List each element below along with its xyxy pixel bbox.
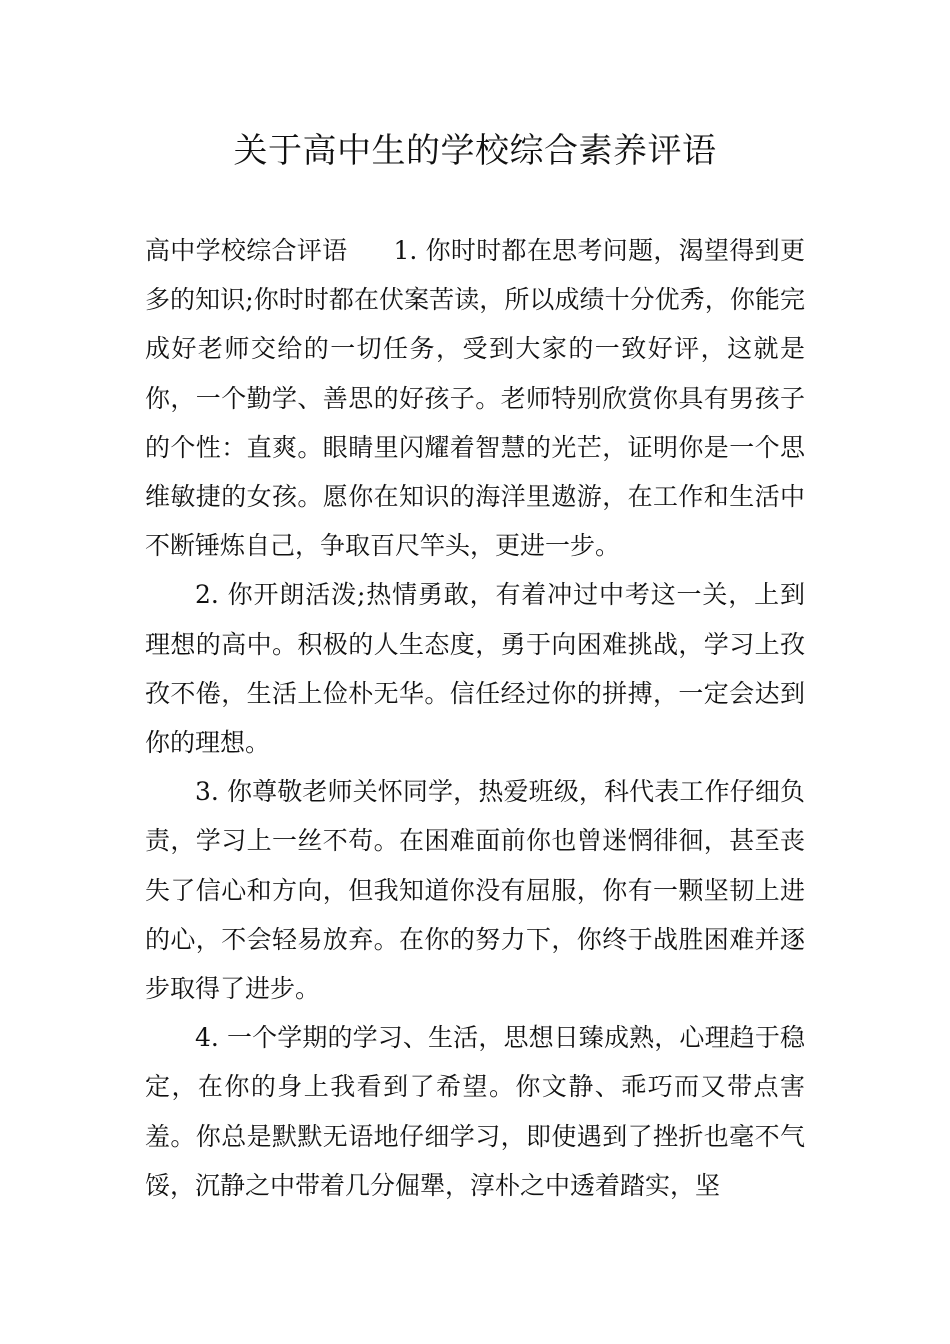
section-heading: 高中学校综合评语 [145,236,348,265]
paragraph-1-text: 1. 你时时都在思考问题，渴望得到更多的知识;你时时都在伏案苦读，所以成绩十分优秀，你能完成好老师交给的一切任务，受到大家的一致好评，这就是你，一个勤学、善思的好孩子。老师特别欣赏你具有男孩子的个性：直爽。眼睛里闪耀着智慧的光芒，证明你是一个思维敏捷的女孩。愿你在知识的海洋里遨游，在工作和生活中不断锤炼自己，争取百尺竿头，更进一步。 [145,236,805,561]
paragraph-4: 4. 一个学期的学习、生活，思想日臻成熟，心理趋于稳定，在你的身上我看到了希望。你文静、乖巧而又带点害羞。你总是默默无语地仔细学习，即使遇到了挫折也毫不气馁，沉静之中带着几分倔犟，淳朴之中透着踏实，坚 [145,1023,805,1200]
paragraph-2: 2. 你开朗活泼;热情勇敢，有着冲过中考这一关，上到理想的高中。积极的人生态度，勇于向困难挑战，学习上孜孜不倦，生活上俭朴无华。信任经过你的拼搏，一定会达到你的理想。 [145,580,805,758]
paragraph-3: 3. 你尊敬老师关怀同学，热爱班级，科代表工作仔细负责，学习上一丝不苟。在困难面前你也曾迷惘徘徊，甚至丧失了信心和方向，但我知道你没有屈服，你有一颗坚韧上进的心，不会轻易放弃。在你的努力下，你终于战胜困难并逐步取得了进步。 [145,777,805,1004]
document-body [145,226,805,1210]
paragraph-1 [145,226,805,570]
document-title: 关于高中生的学校综合素养评语 [233,131,717,171]
